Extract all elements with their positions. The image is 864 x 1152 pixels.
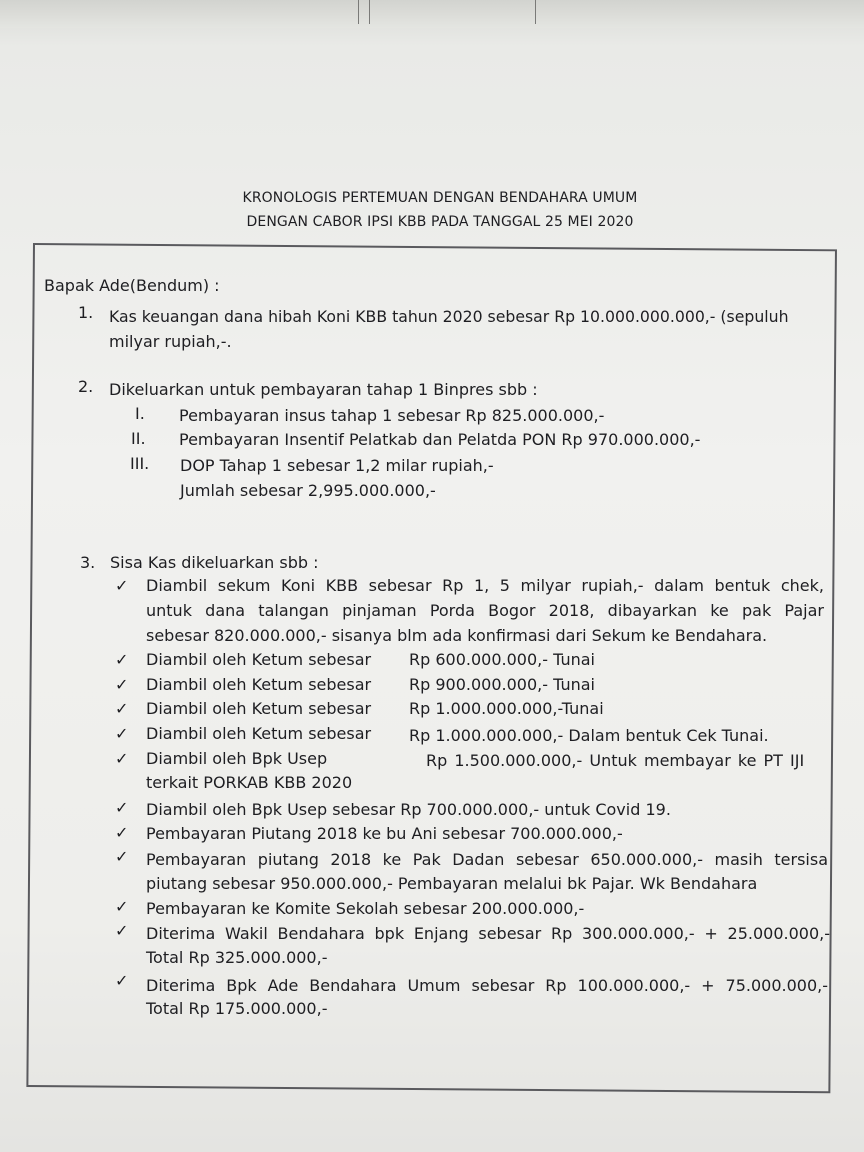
item-2-total: Jumlah sebesar 2,995.000.000,- [180, 481, 436, 500]
bullet-sekum-line-2: untuk dana talangan pinjaman Porda Bogor 2018, dibayarkan ke pak Pajar [146, 601, 824, 620]
top-mark [535, 0, 536, 24]
background-top-edge [0, 0, 864, 28]
bullet-ade-line-2: Total Rp 175.000.000,- [146, 999, 328, 1018]
bullet-sekum-line-3: sebesar 820.000.000,- sisanya blm ada konfirmasi dari Sekum ke Bendahara. [146, 626, 768, 645]
check-icon: ✓ [115, 847, 129, 866]
bullet-dadan-line-1: Pembayaran piutang 2018 ke Pak Dadan sebesar 650.000.000,- masih tersisa [146, 850, 828, 869]
bullet-ketum-label: Diambil oleh Ketum sebesar [146, 675, 372, 694]
item-2-sub-text: Pembayaran Insentif Pelatkab dan Pelatda PON Rp 970.000.000,- [179, 430, 701, 449]
top-mark [369, 0, 370, 24]
check-icon: ✓ [115, 724, 129, 743]
item-2-sub-text: Pembayaran insus tahap 1 sebesar Rp 825.000.000,- [179, 406, 605, 425]
bullet-ketum-amount: Rp 600.000.000,- Tunai [409, 650, 595, 669]
item-1-number: 1. [78, 303, 94, 322]
bullet-ketum-amount: Rp 900.000.000,- Tunai [409, 675, 595, 694]
bullet-ketum-amount: Rp 1.000.000.000,- Dalam bentuk Cek Tunai. [409, 726, 769, 745]
check-icon: ✓ [115, 576, 129, 595]
bullet-usep-line-2: terkait PORKAB KBB 2020 [146, 773, 353, 792]
check-icon: ✓ [115, 749, 129, 768]
bullet-ketum-label: Diambil oleh Ketum sebesar [146, 699, 372, 718]
bullet-enjang-line-1: Diterima Wakil Bendahara bpk Enjang sebesar Rp 300.000.000,- + 25.000.000,- [146, 924, 830, 943]
bullet-ketum-label: Diambil oleh Ketum sebesar [146, 650, 372, 669]
bullet-usep-label: Diambil oleh Bpk Usep [146, 749, 328, 768]
item-3-heading: Sisa Kas dikeluarkan sbb : [110, 553, 319, 572]
item-2-sub-numeral: III. [130, 454, 150, 473]
document-title-line-1: KRONOLOGIS PERTEMUAN DENGAN BENDAHARA UMUM [242, 190, 638, 206]
item-1-text-line-1: Kas keuangan dana hibah Koni KBB tahun 2020 sebesar Rp 10.000.000.000,- (sepuluh [109, 307, 789, 326]
check-icon: ✓ [115, 921, 129, 940]
check-icon: ✓ [115, 699, 129, 718]
check-icon: ✓ [115, 798, 129, 817]
item-2-sub-numeral: II. [131, 429, 146, 448]
bullet-ketum-amount: Rp 1.000.000.000,-Tunai [409, 699, 604, 718]
bullet-usep-amount: Rp 1.500.000.000,- Untuk membayar ke PT IJI [426, 751, 805, 770]
check-icon: ✓ [115, 650, 129, 669]
document-title-line-2: DENGAN CABOR IPSI KBB PADA TANGGAL 25 MEI 2020 [246, 214, 634, 230]
top-mark [358, 0, 359, 24]
bullet-dadan-line-2: piutang sebesar 950.000.000,- Pembayaran melalui bk Pajar. Wk Bendahara [146, 874, 758, 893]
check-icon: ✓ [115, 971, 129, 990]
item-3-number: 3. [80, 553, 96, 572]
item-1-text-line-2: milyar rupiah,-. [109, 332, 232, 351]
bullet-ketum-label: Diambil oleh Ketum sebesar [146, 724, 372, 743]
bullet-ani: Pembayaran Piutang 2018 ke bu Ani sebesar 700.000.000,- [146, 824, 623, 843]
item-2-number: 2. [78, 377, 94, 396]
item-2-sub-text: DOP Tahap 1 sebesar 1,2 milar rupiah,- [180, 456, 494, 475]
bullet-enjang-line-2: Total Rp 325.000.000,- [146, 948, 328, 967]
bullet-sekum-line-1: Diambil sekum Koni KBB sebesar Rp 1, 5 milyar rupiah,- dalam bentuk chek, [146, 576, 824, 595]
bullet-ade-line-1: Diterima Bpk Ade Bendahara Umum sebesar Rp 100.000.000,- + 75.000.000,- [146, 976, 828, 995]
bullet-usep-covid: Diambil oleh Bpk Usep sebesar Rp 700.000.000,- untuk Covid 19. [146, 800, 671, 819]
check-icon: ✓ [115, 897, 129, 916]
check-icon: ✓ [115, 675, 129, 694]
bullet-komite: Pembayaran ke Komite Sekolah sebesar 200.000.000,- [146, 899, 585, 918]
check-icon: ✓ [115, 823, 129, 842]
speaker-label: Bapak Ade(Bendum) : [44, 276, 220, 295]
item-2-heading: Dikeluarkan untuk pembayaran tahap 1 Binpres sbb : [109, 380, 538, 399]
item-2-sub-numeral: I. [135, 404, 145, 423]
